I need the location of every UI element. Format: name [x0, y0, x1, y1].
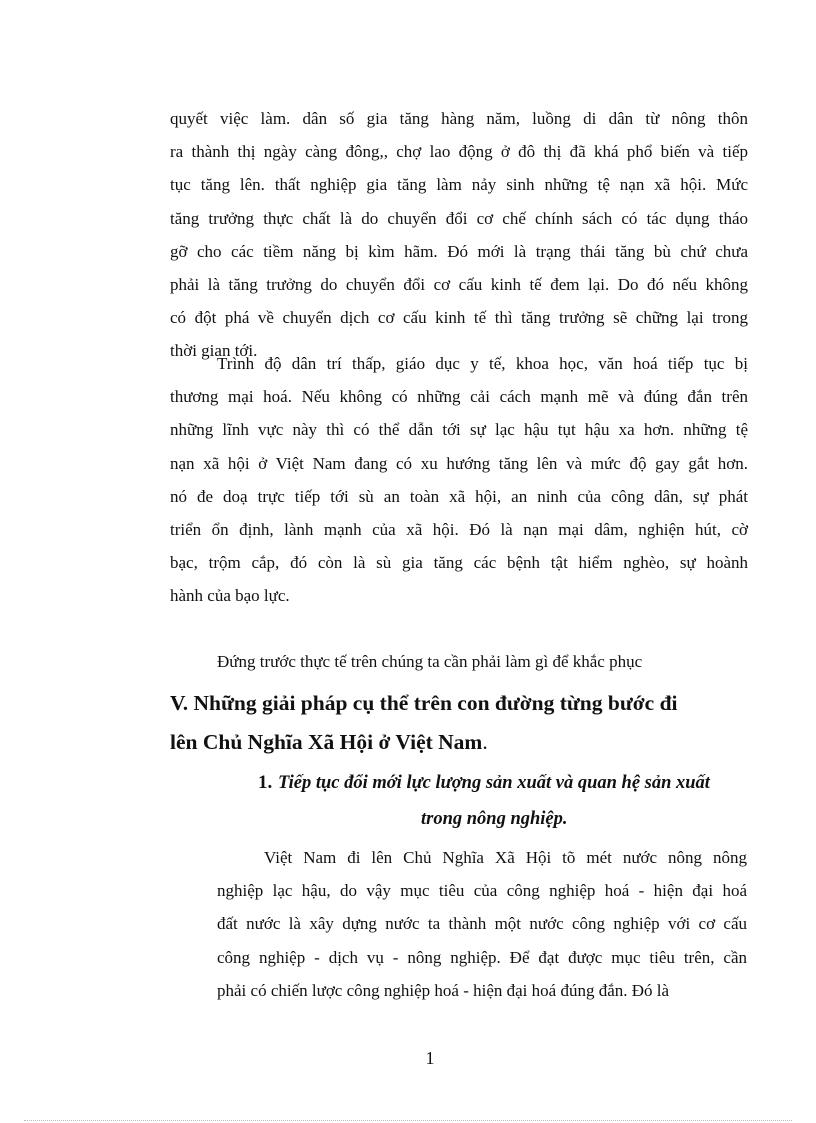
page-number: 1 — [425, 1048, 435, 1068]
text-line: tục tăng lên. thất nghiệp gia tăng làm nảy sinh những tệ nạn xã hội. Mức — [170, 175, 748, 195]
text-line: bạc, trộm cắp, đó còn là sù gia tăng các bệnh tật hiểm nghèo, sự hoành — [170, 553, 748, 573]
subheading-line: Tiếp tục đổi mới lực lượng sản xuất và quan hệ sản xuất — [278, 773, 710, 793]
text-line: triển ổn định, lành mạnh của xã hội. Đó là nạn mại dâm, nghiện hút, cờ — [170, 520, 748, 540]
paragraph-industrialization — [217, 841, 747, 1007]
text-line: Đứng trước thực tế trên chúng ta cần phải làm gì để khắc phục — [217, 652, 643, 671]
text-line: ra thành thị ngày càng đông,, chợ lao động ở đô thị đã khá phổ biến và tiếp — [170, 142, 748, 162]
text-line: quyết việc làm. dân số gia tăng hàng năm, luồng di dân từ nông thôn — [170, 109, 748, 128]
text-line: công nghiệp - dịch vụ - nông nghiệp. Để đạt được mục tiêu trên, cần — [217, 947, 747, 967]
text-line: gỡ cho các tiềm năng bị kìm hãm. Đó mới là trạng thái tăng bù chứ chưa — [170, 241, 748, 261]
heading-line: lên Chủ Nghĩa Xã Hội ở Việt Nam — [170, 730, 483, 754]
text-line: nó đe doạ trực tiếp tới sù an toàn xã hội, an ninh của công dân, sự phát — [170, 486, 748, 506]
section-heading — [170, 684, 750, 762]
text-line: Việt Nam đi lên Chủ Nghĩa Xã Hội tõ mét nước nông nông — [264, 848, 747, 867]
text-line: thời gian tới. — [170, 341, 258, 361]
heading-line: V. Những giải pháp cụ thể trên con đường từng bước đi — [170, 691, 678, 715]
text-line: phải là tăng trưởng do chuyển đổi cơ cấu kinh tế đem lại. Do đó nếu không — [170, 275, 748, 295]
text-line: thương mại hoá. Nếu không có những cải cách mạnh mẽ và đúng đắn trên — [170, 387, 748, 407]
text-line: có đột phá về chuyển dịch cơ cấu kinh tế thì tăng trưởng sẽ chững lại trong — [170, 308, 748, 328]
text-line: hành của bạo lực. — [170, 586, 290, 606]
text-line: tăng trưởng thực chất là do chuyển đổi cơ chế chính sách có tác dụng tháo — [170, 208, 748, 228]
text-line: Trình độ dân trí thấp, giáo dục y tế, khoa học, văn hoá tiếp tục bị — [217, 354, 748, 373]
heading-period: . — [482, 730, 488, 754]
text-line: nạn xã hội ở Việt Nam đang có xu hướng tăng lên và mức độ gay gắt hơn. — [170, 453, 748, 473]
subheading-number: 1. — [258, 772, 273, 793]
paragraph-transition — [217, 645, 747, 678]
text-line: nghiệp lạc hậu, do vậy mục tiêu của công nghiệp hoá - hiện đại hoá — [217, 881, 747, 901]
subheading-line: trong nông nghiệp. — [421, 809, 568, 829]
footer-divider — [24, 1120, 792, 1121]
text-line: đất nước là xây dựng nước ta thành một nước công nghiệp với cơ cấu — [217, 914, 747, 934]
paragraph-unemployment — [170, 102, 748, 368]
text-line: những lĩnh vực này thì có thể dẫn tới sự lạc hậu tụt hậu xa hơn. những tệ — [170, 420, 748, 440]
paragraph-education-social-issues — [170, 347, 748, 613]
text-line: phải có chiến lược công nghiệp hoá - hiện đại hoá đúng đắn. Đó là — [217, 980, 670, 1000]
